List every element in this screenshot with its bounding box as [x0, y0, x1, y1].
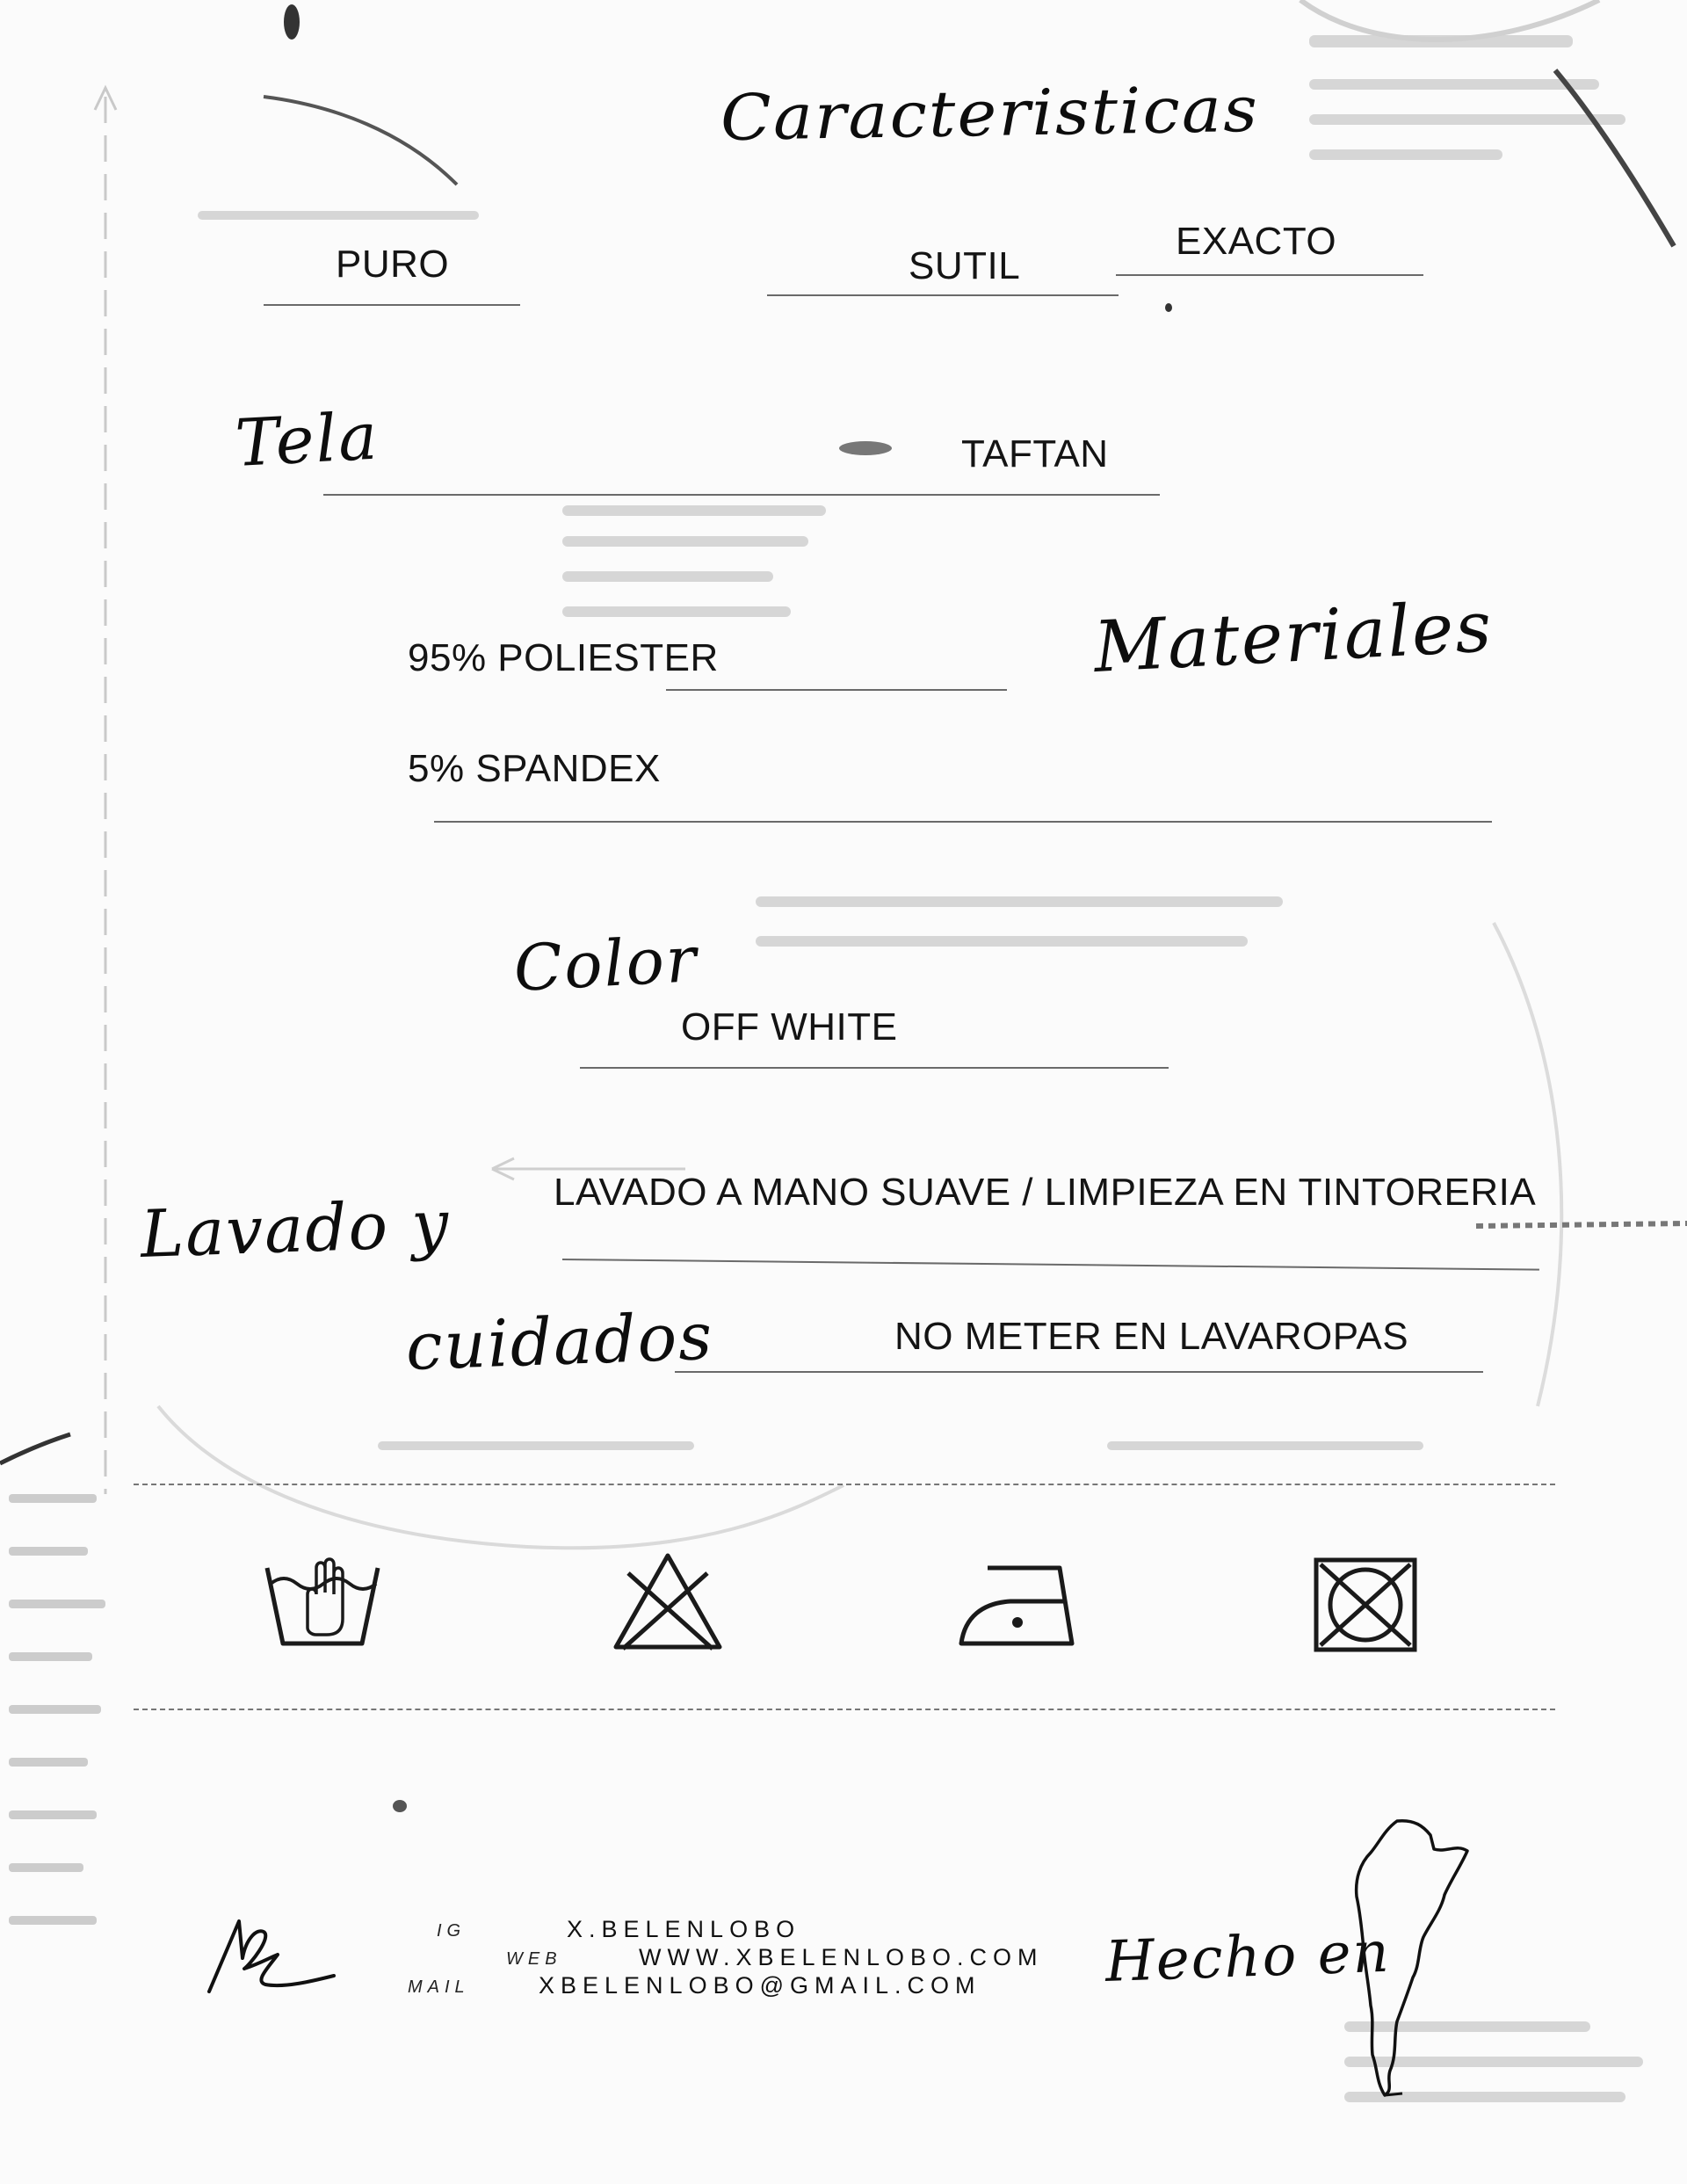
care-label-line2: cuidados	[404, 1298, 715, 1385]
color-label: Color	[511, 922, 700, 1005]
care-instruction-2-line	[675, 1371, 1483, 1373]
adjective-sutil: SUTIL	[909, 244, 1021, 287]
tela-label: Tela	[233, 398, 381, 482]
ig-value[interactable]: X.BELENLOBO	[567, 1916, 801, 1942]
tela-line	[323, 494, 1160, 496]
adjective-puro: PURO	[336, 243, 450, 286]
mail-label: MAIL	[408, 1977, 470, 1997]
care-symbols-top-divider	[134, 1484, 1555, 1485]
material-item-1-line	[666, 689, 1007, 691]
care-instruction-1-line	[562, 1259, 1539, 1271]
materiales-label: Materiales	[1091, 585, 1495, 688]
made-in-label: Hecho en	[1104, 1919, 1392, 1995]
adjective-exacto-line	[1116, 274, 1423, 276]
hand-wash-icon	[264, 1549, 381, 1654]
care-label-line1: Lavado y	[139, 1186, 452, 1273]
do-not-tumble-dry-icon	[1312, 1556, 1419, 1654]
mail-value[interactable]: XBELENLOBO@GMAIL.COM	[539, 1972, 981, 1999]
ig-label: IG	[437, 1921, 467, 1941]
material-item-2-line	[434, 821, 1492, 823]
web-value[interactable]: WWW.XBELENLOBO.COM	[639, 1944, 1044, 1970]
adjective-exacto: EXACTO	[1176, 220, 1337, 263]
adjective-sutil-line	[767, 294, 1119, 296]
do-not-bleach-icon	[611, 1550, 725, 1654]
page-title: Caracteristicas	[720, 71, 1260, 155]
material-item-2: 5% SPANDEX	[408, 747, 661, 790]
web-label: WEB	[506, 1949, 562, 1969]
iron-icon	[956, 1556, 1079, 1652]
care-instruction-1: LAVADO A MANO SUAVE / LIMPIEZA EN TINTORERIA	[554, 1171, 1537, 1214]
signature-logo-icon	[204, 1912, 344, 2000]
color-value: OFF WHITE	[681, 1005, 898, 1048]
tela-value: TAFTAN	[961, 432, 1109, 475]
argentina-map-icon	[1336, 1818, 1485, 2099]
material-item-1: 95% POLIESTER	[408, 636, 719, 679]
adjective-puro-line	[264, 304, 520, 306]
care-instruction-2: NO METER EN LAVAROPAS	[894, 1315, 1409, 1358]
care-symbols-bottom-divider	[134, 1709, 1555, 1710]
color-line	[580, 1067, 1169, 1069]
